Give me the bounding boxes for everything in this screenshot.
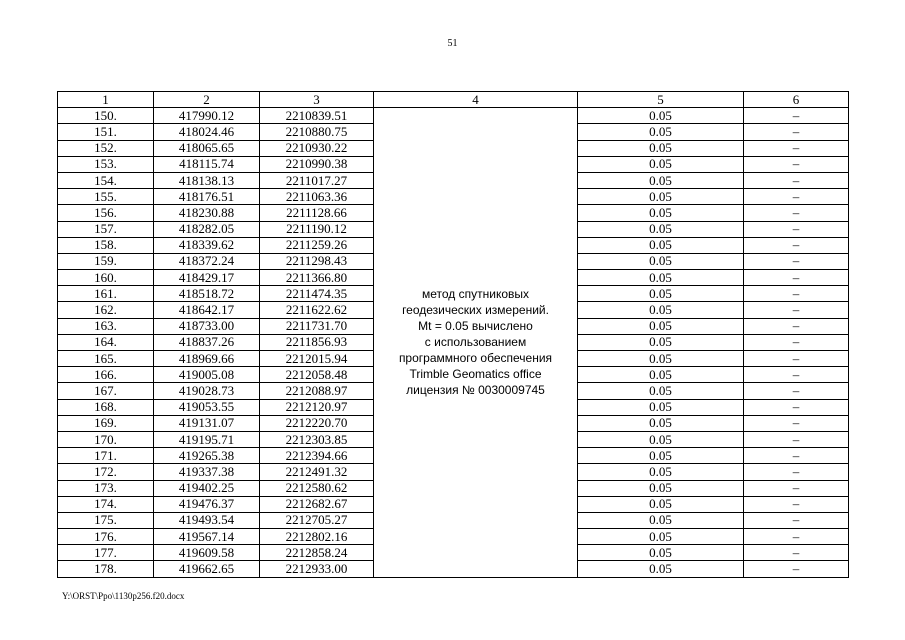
note-cell: – (744, 221, 849, 237)
mt-value-cell: 0.05 (578, 561, 744, 577)
y-coordinate-cell: 2211474.35 (260, 286, 374, 302)
y-coordinate-cell: 2211366.80 (260, 270, 374, 286)
mt-value-cell: 0.05 (578, 480, 744, 496)
y-coordinate-cell: 2210990.38 (260, 156, 374, 172)
note-cell: – (744, 351, 849, 367)
mt-value-cell: 0.05 (578, 448, 744, 464)
y-coordinate-cell: 2211731.70 (260, 318, 374, 334)
table-body (58, 92, 849, 578)
note-cell: – (744, 480, 849, 496)
y-coordinate-cell: 2211856.93 (260, 334, 374, 350)
mt-value-cell: 0.05 (578, 383, 744, 399)
mt-value-cell: 0.05 (578, 415, 744, 431)
x-coordinate-cell: 419131.07 (154, 415, 260, 431)
point-number-cell: 166. (58, 367, 154, 383)
method-description-line: геодезических измерений. (402, 303, 549, 318)
note-cell: – (744, 334, 849, 350)
x-coordinate-cell: 418138.13 (154, 172, 260, 188)
x-coordinate-cell: 418518.72 (154, 286, 260, 302)
point-number-cell: 162. (58, 302, 154, 318)
x-coordinate-cell: 419476.37 (154, 496, 260, 512)
y-coordinate-cell: 2211017.27 (260, 172, 374, 188)
point-number-cell: 159. (58, 253, 154, 269)
x-coordinate-cell: 418969.66 (154, 351, 260, 367)
x-coordinate-cell: 418372.24 (154, 253, 260, 269)
y-coordinate-cell: 2212015.94 (260, 351, 374, 367)
point-number-cell: 155. (58, 189, 154, 205)
mt-value-cell: 0.05 (578, 512, 744, 528)
note-cell: – (744, 383, 849, 399)
note-cell: – (744, 286, 849, 302)
y-coordinate-cell: 2210839.51 (260, 108, 374, 124)
mt-value-cell: 0.05 (578, 253, 744, 269)
y-coordinate-cell: 2212120.97 (260, 399, 374, 415)
header-row (58, 92, 849, 108)
x-coordinate-cell: 419195.71 (154, 431, 260, 447)
mt-value-cell: 0.05 (578, 529, 744, 545)
point-number-cell: 156. (58, 205, 154, 221)
point-number-cell: 167. (58, 383, 154, 399)
note-cell: – (744, 172, 849, 188)
x-coordinate-cell: 419493.54 (154, 512, 260, 528)
x-coordinate-cell: 419053.55 (154, 399, 260, 415)
note-cell: – (744, 545, 849, 561)
note-cell: – (744, 512, 849, 528)
note-cell: – (744, 270, 849, 286)
header-cell-col4: 4 (374, 92, 578, 108)
x-coordinate-cell: 418282.05 (154, 221, 260, 237)
x-coordinate-cell: 417990.12 (154, 108, 260, 124)
x-coordinate-cell: 418642.17 (154, 302, 260, 318)
footer-file-path: Y:\ORST\Ppo\1130p256.f20.docx (62, 591, 185, 601)
point-number-cell: 160. (58, 270, 154, 286)
note-cell: – (744, 237, 849, 253)
page-number: 51 (447, 38, 458, 49)
point-number-cell: 168. (58, 399, 154, 415)
point-number-cell: 152. (58, 140, 154, 156)
point-number-cell: 157. (58, 221, 154, 237)
point-number-cell: 176. (58, 529, 154, 545)
mt-value-cell: 0.05 (578, 367, 744, 383)
y-coordinate-cell: 2212220.70 (260, 415, 374, 431)
method-description-line: Mt = 0.05 вычислено (418, 319, 533, 334)
header-cell-col6: 6 (744, 92, 849, 108)
note-cell: – (744, 399, 849, 415)
mt-value-cell: 0.05 (578, 205, 744, 221)
mt-value-cell: 0.05 (578, 124, 744, 140)
y-coordinate-cell: 2212491.32 (260, 464, 374, 480)
header-cell-col1: 1 (58, 92, 154, 108)
y-coordinate-cell: 2211128.66 (260, 205, 374, 221)
x-coordinate-cell: 418115.74 (154, 156, 260, 172)
x-coordinate-cell: 418065.65 (154, 140, 260, 156)
x-coordinate-cell: 419567.14 (154, 529, 260, 545)
note-cell: – (744, 367, 849, 383)
note-cell: – (744, 496, 849, 512)
y-coordinate-cell: 2211190.12 (260, 221, 374, 237)
y-coordinate-cell: 2212802.16 (260, 529, 374, 545)
note-cell: – (744, 561, 849, 577)
note-cell: – (744, 318, 849, 334)
y-coordinate-cell: 2212303.85 (260, 431, 374, 447)
mt-value-cell: 0.05 (578, 108, 744, 124)
note-cell: – (744, 189, 849, 205)
point-number-cell: 173. (58, 480, 154, 496)
note-cell: – (744, 464, 849, 480)
mt-value-cell: 0.05 (578, 140, 744, 156)
point-number-cell: 163. (58, 318, 154, 334)
point-number-cell: 151. (58, 124, 154, 140)
x-coordinate-cell: 418733.00 (154, 318, 260, 334)
mt-value-cell: 0.05 (578, 351, 744, 367)
y-coordinate-cell: 2212705.27 (260, 512, 374, 528)
point-number-cell: 174. (58, 496, 154, 512)
note-cell: – (744, 108, 849, 124)
x-coordinate-cell: 418837.26 (154, 334, 260, 350)
mt-value-cell: 0.05 (578, 334, 744, 350)
point-number-cell: 154. (58, 172, 154, 188)
note-cell: – (744, 431, 849, 447)
header-cell-col2: 2 (154, 92, 260, 108)
point-number-cell: 165. (58, 351, 154, 367)
mt-value-cell: 0.05 (578, 496, 744, 512)
point-number-cell: 161. (58, 286, 154, 302)
note-cell: – (744, 415, 849, 431)
point-number-cell: 169. (58, 415, 154, 431)
mt-value-cell: 0.05 (578, 318, 744, 334)
x-coordinate-cell: 419005.08 (154, 367, 260, 383)
y-coordinate-cell: 2211259.26 (260, 237, 374, 253)
method-description-line: лицензия № 0030009745 (406, 383, 545, 398)
mt-value-cell: 0.05 (578, 237, 744, 253)
point-number-cell: 153. (58, 156, 154, 172)
method-description-line: программного обеспечения (398, 351, 553, 366)
x-coordinate-cell: 418429.17 (154, 270, 260, 286)
note-cell: – (744, 140, 849, 156)
x-coordinate-cell: 418230.88 (154, 205, 260, 221)
x-coordinate-cell: 418176.51 (154, 189, 260, 205)
x-coordinate-cell: 419609.58 (154, 545, 260, 561)
y-coordinate-cell: 2210880.75 (260, 124, 374, 140)
mt-value-cell: 0.05 (578, 221, 744, 237)
mt-value-cell: 0.05 (578, 464, 744, 480)
y-coordinate-cell: 2211298.43 (260, 253, 374, 269)
y-coordinate-cell: 2211622.62 (260, 302, 374, 318)
y-coordinate-cell: 2212088.97 (260, 383, 374, 399)
point-number-cell: 170. (58, 431, 154, 447)
y-coordinate-cell: 2210930.22 (260, 140, 374, 156)
x-coordinate-cell: 419265.38 (154, 448, 260, 464)
method-description-cell (374, 108, 578, 577)
point-number-cell: 177. (58, 545, 154, 561)
method-description-line: метод спутниковых (421, 287, 529, 302)
point-number-cell: 171. (58, 448, 154, 464)
point-number-cell: 150. (58, 108, 154, 124)
header-cell-col3: 3 (260, 92, 374, 108)
mt-value-cell: 0.05 (578, 172, 744, 188)
y-coordinate-cell: 2212858.24 (260, 545, 374, 561)
point-number-cell: 175. (58, 512, 154, 528)
mt-value-cell: 0.05 (578, 302, 744, 318)
note-cell: – (744, 529, 849, 545)
y-coordinate-cell: 2212933.00 (260, 561, 374, 577)
mt-value-cell: 0.05 (578, 399, 744, 415)
x-coordinate-cell: 418024.46 (154, 124, 260, 140)
point-number-cell: 164. (58, 334, 154, 350)
point-number-cell: 178. (58, 561, 154, 577)
point-number-cell: 172. (58, 464, 154, 480)
point-number-cell: 158. (58, 237, 154, 253)
mt-value-cell: 0.05 (578, 270, 744, 286)
mt-value-cell: 0.05 (578, 286, 744, 302)
note-cell: – (744, 156, 849, 172)
note-cell: – (744, 302, 849, 318)
note-cell: – (744, 448, 849, 464)
mt-value-cell: 0.05 (578, 189, 744, 205)
y-coordinate-cell: 2211063.36 (260, 189, 374, 205)
mt-value-cell: 0.05 (578, 545, 744, 561)
method-description-line: Trimble Geomatics office (409, 367, 542, 382)
y-coordinate-cell: 2212394.66 (260, 448, 374, 464)
x-coordinate-cell: 419402.25 (154, 480, 260, 496)
y-coordinate-cell: 2212682.67 (260, 496, 374, 512)
note-cell: – (744, 253, 849, 269)
x-coordinate-cell: 419028.73 (154, 383, 260, 399)
table-row (58, 108, 849, 124)
note-cell: – (744, 205, 849, 221)
x-coordinate-cell: 419337.38 (154, 464, 260, 480)
y-coordinate-cell: 2212058.48 (260, 367, 374, 383)
y-coordinate-cell: 2212580.62 (260, 480, 374, 496)
method-description-line: с использованием (424, 335, 527, 350)
x-coordinate-cell: 418339.62 (154, 237, 260, 253)
x-coordinate-cell: 419662.65 (154, 561, 260, 577)
header-cell-col5: 5 (578, 92, 744, 108)
mt-value-cell: 0.05 (578, 156, 744, 172)
coordinates-table (57, 91, 849, 578)
mt-value-cell: 0.05 (578, 431, 744, 447)
note-cell: – (744, 124, 849, 140)
